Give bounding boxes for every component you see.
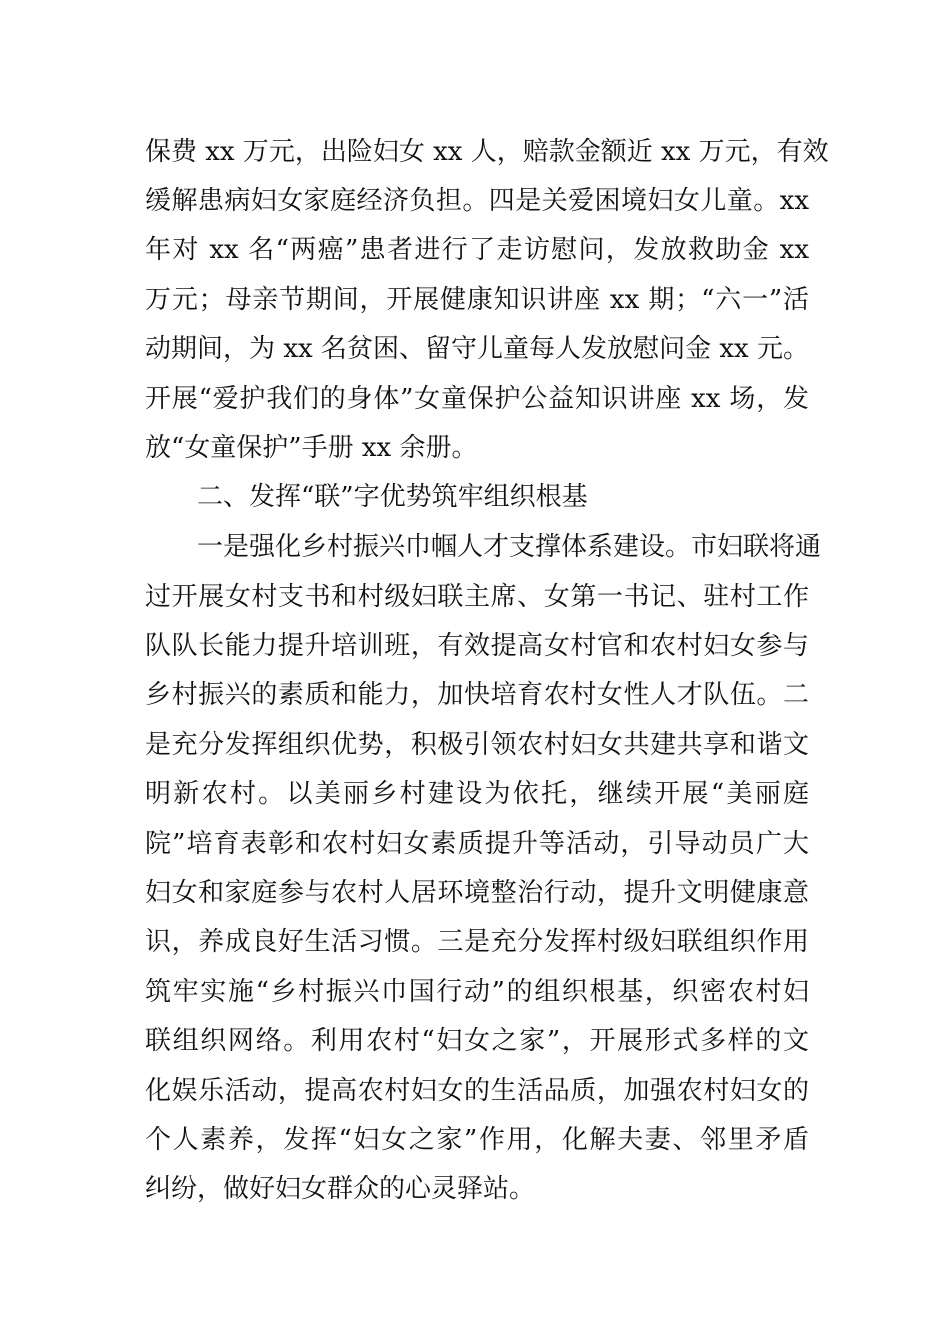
paragraph-first-line: 一是强化乡村振兴巾帼人才支撑体系建设。市妇联将通: [197, 532, 822, 562]
text-line: 明新农村。以美丽乡村建设为依托，继续开展“美丽庭: [145, 779, 809, 809]
text-line: 化娱乐活动，提高农村妇女的生活品质，加强农村妇女的: [145, 1076, 809, 1106]
text-line: 过开展女村支书和村级妇联主席、女第一书记、驻村工作: [145, 582, 809, 612]
text-line: 开展“爱护我们的身体”女童保护公益知识讲座 xx 场，发: [145, 384, 809, 414]
text-line: 缓解患病妇女家庭经济负担。四是关爱困境妇女儿童。xx: [145, 186, 809, 216]
text-line: 保费 xx 万元，出险妇女 xx 人，赔款金额近 xx 万元，有效: [145, 137, 829, 167]
text-line: 是充分发挥组织优势，积极引领农村妇女共建共享和谐文: [145, 730, 809, 760]
text-line: 联组织网络。利用农村“妇女之家”，开展形式多样的文: [145, 1026, 809, 1056]
text-line: 纠纷，做好妇女群众的心灵驿站。: [145, 1174, 536, 1204]
text-line: 妇女和家庭参与农村人居环境整治行动，提升文明健康意: [145, 878, 809, 908]
text-line: 万元；母亲节期间，开展健康知识讲座 xx 期；“六一”活: [145, 285, 809, 315]
text-line: 年对 xx 名“两癌”患者进行了走访慰问，发放救助金 xx: [145, 235, 809, 265]
text-line: 动期间，为 xx 名贫困、留守儿童每人发放慰问金 xx 元。: [145, 334, 809, 364]
text-line: 筑牢实施“乡村振兴巾国行动”的组织根基，织密农村妇: [145, 977, 809, 1007]
text-line: 放“女童保护”手册 xx 余册。: [145, 433, 478, 463]
section-heading: 二、发挥“联”字优势筑牢组织根基: [197, 482, 588, 512]
text-line: 乡村振兴的素质和能力，加快培育农村女性人才队伍。二: [145, 680, 809, 710]
text-line: 个人素养，发挥“妇女之家”作用，化解夫妻、邻里矛盾: [145, 1125, 809, 1155]
text-line: 识，养成良好生活习惯。三是充分发挥村级妇联组织作用: [145, 927, 809, 957]
text-line: 院”培育表彰和农村妇女素质提升等活动，引导动员广大: [145, 829, 809, 859]
text-line: 队队长能力提升培训班，有效提高女村官和农村妇女参与: [145, 631, 809, 661]
